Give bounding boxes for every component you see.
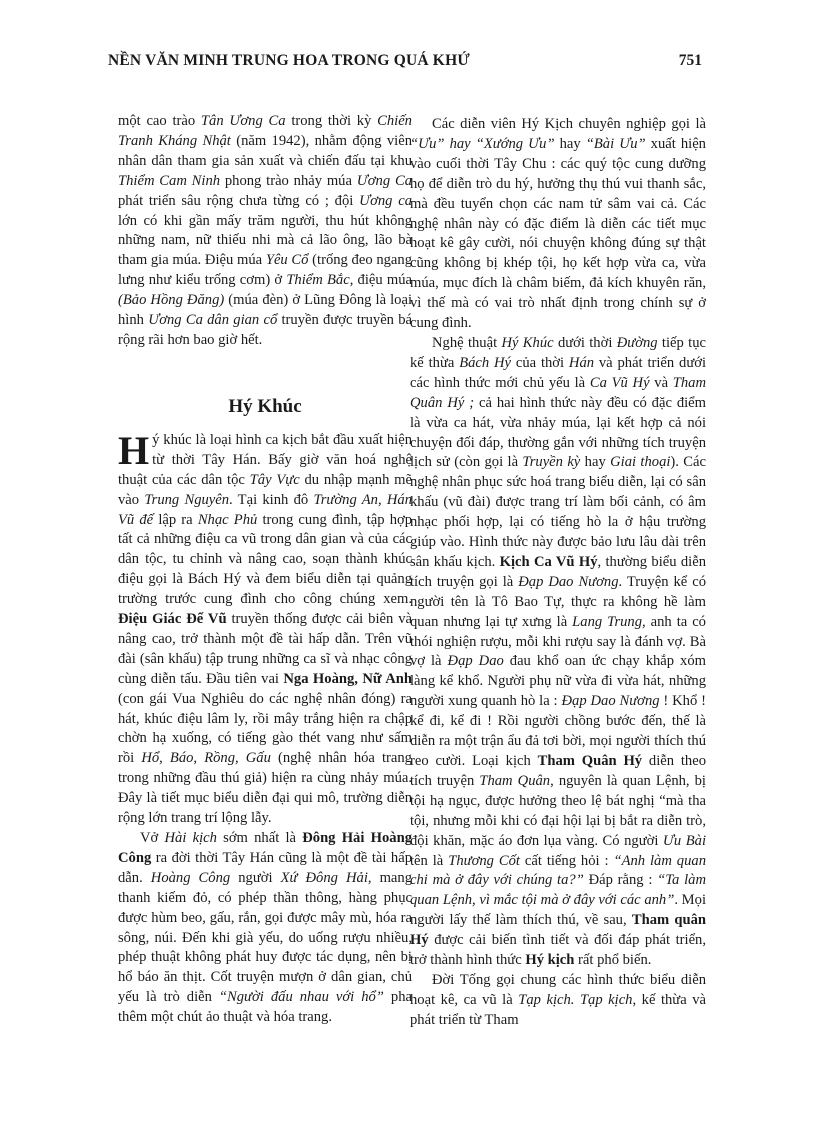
bold-term: Nga Hoàng, Nữ Anh <box>283 670 412 687</box>
italic-term: Đạp Dao Nương <box>518 573 619 590</box>
italic-term: Giai thoại <box>610 454 671 471</box>
text-run: cả hai hình thức này đều có đặc điểm là vừa ca hát, vừa nhảy múa, lại kết hợp cả nói chuyện đối đáp, thường gắn với những tích truyện lịch sử (còn gọi là <box>410 394 706 471</box>
text-run: người <box>230 869 281 886</box>
text-run: đau khổ oan ức chạy khắp xóm làng kể khổ. Người phụ nữ vừa đi vừa hát, những người xung quanh hò la : <box>410 653 707 710</box>
italic-term: Bách Hý <box>459 354 512 371</box>
text-run: lớn có khi gần mấy trăm người, thu hút không những nam, nữ thiếu nhi mà cả lão ông, lão bà tham gia múa. Điệu múa <box>118 212 412 269</box>
text-run: hay <box>580 454 611 471</box>
italic-term: Thương Cốt <box>448 852 520 869</box>
text-run: Đáp rằng : <box>583 872 658 889</box>
italic-term: “Bài Ưu” <box>585 135 646 152</box>
paragraph <box>410 971 706 1031</box>
italic-term: Hổ, Báo, Rồng, Gấu <box>141 750 271 767</box>
italic-term: Tạp kịch. Tạp kịch <box>518 991 633 1008</box>
italic-term: Tham Quân <box>479 772 551 789</box>
paragraph <box>410 115 706 334</box>
text-run: ý khúc là loại hình ca kịch bắt đầu xuất hiện từ thời Tây Hán. Bấy giờ văn hoá nghệ thuật của các dân tộc <box>118 431 412 488</box>
text-run: xuất hiện vào cuối thời Tây Chu : các quý tộc cung dưỡng họ để diễn trò du hý, hưởng thụ thú vui thanh sắc, mà đều tuyển chọn các nam tử sâm vai cả. Các nghệ nhân này có đặc điểm là diễn các tiết mục hoạt kê gây cười, nói chuyện không đúng sự thật cũng không bị khép tội, họ kết hợp vừa ca, vừa múa, mục đích là châm biếm, đả kích khuyên răn, vì thế mà có vai trò nhất định trong chính sự ở cung đình. <box>410 135 706 332</box>
text-run: của thời <box>511 354 569 371</box>
italic-term: Ca Vũ Hý <box>589 374 650 391</box>
text-run: . Tại kinh đô <box>229 491 314 508</box>
italic-term: Yêu Cổ <box>265 252 309 269</box>
text-run: , thường biểu diễn tích truyện gọi là <box>410 553 706 590</box>
text-run: , nguyên là quan Lệnh, bị tội hạ ngục, được hưởng theo lệ bát nghị “mà tha tội, nhưng mỗi khi có đại hội lại bị bắt ra diễn trò, đội khăn, mặc áo đơn lụa vàng. Có người <box>410 772 706 849</box>
text-run: cất tiếng hỏi : <box>519 852 614 869</box>
text-run: diễn theo tích truyện <box>410 753 706 789</box>
page-header <box>108 50 702 78</box>
italic-term: Hán <box>568 354 595 371</box>
italic-term: “Người đấu nhau với hổ” <box>218 989 384 1006</box>
italic-term: Đường <box>616 334 658 351</box>
text-run: lập ra <box>153 511 198 528</box>
italic-quote: “Anh làm quan chi mà ở đây với chúng ta?” <box>410 852 706 889</box>
text-run: rất phổ biến. <box>574 952 652 969</box>
text-run: (nghệ nhân hóa trang trong những đầu thú giả) hiện ra cùng nhảy múa. Đây là tiết mục biểu diễn đại qui mô, trường diễn rộng lớn trang trí lộng lẫy. <box>118 750 412 827</box>
text-run: dưới thời <box>553 334 617 351</box>
text-run: (năm 1942), nhằm động viên nhân dân tham gia sản xuất và chiến đấu tại khu <box>118 132 412 169</box>
text-run: (múa đèn) ở Lũng Đông là loại hình <box>118 292 412 329</box>
page-number: 751 <box>678 52 702 69</box>
text-run: ra đời thời Tây Hán cũng là một đề tài hấp dẫn. <box>118 849 412 886</box>
italic-term: Nhạc Phủ <box>197 511 258 528</box>
text-run: trong thời kỳ <box>285 113 378 129</box>
text-run: trong cung đình, tập hợp tất cả những điệu ca vũ trong dân gian và của các dân tộc, tu chỉnh và nâng cao, soạn thành khúc điệu gọi là Bách Hý và đem biểu diễn tại quảng trường trước cung đình cho công chúng xem. <box>118 511 413 608</box>
text-run: được cải biến tình tiết và đối đáp phát triển, trở thành hình thức <box>410 932 706 969</box>
italic-term: Đạp Dao <box>447 653 504 670</box>
paragraph <box>118 112 412 351</box>
italic-term: Hoàng Công <box>150 869 231 886</box>
text-run: tên là <box>410 852 449 869</box>
bold-term: Hý kịch <box>525 952 575 969</box>
text-run: du nhập mạnh mẽ vào <box>118 471 413 508</box>
text-run: Vở <box>140 830 165 846</box>
text-run: truyền thống được cải biên và nâng cao, trở thành một đề tài hấp dẫn. Trên vũ đài (sân khấu) tập trung những ca sĩ và nhạc công cùng diễn tấu. Đầu tiên vai <box>118 611 412 687</box>
text-run: và <box>649 374 673 391</box>
italic-term: Hý Khúc <box>501 334 554 351</box>
paragraph <box>410 334 706 971</box>
text-run: , anh ta có thói nghiện rượu, mỗi khi rượu say là đánh vợ. Bà vợ là <box>410 613 706 670</box>
italic-term: “Ưu” hay “Xướng Ưu” <box>410 135 555 152</box>
section-heading: Hý Khúc <box>228 395 302 417</box>
italic-term: Thiểm Cam Ninh <box>118 172 221 189</box>
italic-term: Tham Quân Hý ; <box>410 374 707 411</box>
text-run: phát triển sâu rộng chưa từng có ; đội <box>118 192 360 209</box>
italic-term: Ương Ca <box>356 172 412 189</box>
text-run: truyền được truyền bá rộng rãi hơn bao giờ hết. <box>118 312 413 348</box>
text-run: , kế thừa và phát triển từ Tham <box>410 991 706 1028</box>
text-run: , điệu múa <box>349 272 412 289</box>
drop-cap: H <box>118 427 150 473</box>
italic-term: Tây Vực <box>249 471 300 488</box>
italic-quote: “Ta làm quan Lệnh, vì mắc tội mà ở đây với các anh” <box>410 872 706 909</box>
italic-term: Tân Ương Ca <box>200 113 286 129</box>
paragraph <box>118 427 413 829</box>
text-run: ). Các nghệ nhân phục sức hoá trang biểu diễn, lại có sân khấu (vũ đài) được trang trí làm bối cảnh, có âm nhạc phối hợp, lại có tiếng hò la ở hậu trường giúp vào. Hình thức này được bảo lưu lâu dài trên sân khấu kịch. <box>410 454 706 570</box>
bold-term: Kịch Ca Vũ Hý <box>499 553 598 570</box>
italic-term: Trung Nguyên <box>144 491 230 508</box>
italic-term: Thiểm Bắc <box>286 272 350 289</box>
text-run: Các diễn viên Hý Kịch chuyên nghiệp gọi là <box>432 116 706 132</box>
italic-term: Trường An, Hán Vũ đế <box>118 491 413 528</box>
italic-term: Xứ Đông Hải <box>280 869 368 886</box>
text-run: . Mọi người lấy thế làm thích thú, về sau, <box>410 892 706 929</box>
text-run: một cao trào <box>118 113 201 129</box>
italic-term: Hài kịch <box>164 830 217 846</box>
text-run: sớm nhất là <box>216 830 303 846</box>
italic-term: Ương Ca dân gian cổ <box>148 312 278 329</box>
running-title: NỀN VĂN MINH TRUNG HOA TRONG QUÁ KHỨ <box>108 52 470 69</box>
text-run: , mang thanh kiếm đỏ, có phép thần thông, hàng phục được hùm beo, gấu, rắn, gọi được mây mù, hóa ra sông, núi. Đến khi già yếu, do uống rượu nhiều, phép thuật không phát huy được tác dụng, nên bị hổ báo ăn thịt. Cốt truyện mượn ở dân gian, chủ yếu là trò diễn <box>118 869 412 1006</box>
text-run: . Truyện kể có người tên là Tô Bao Tự, thực ra không hề làm quan nhưng lại tự xưng là <box>410 573 706 630</box>
text-run: tiếp tục kế thừa <box>410 334 706 371</box>
italic-term: Chiến Tranh Kháng Nhật <box>118 113 412 149</box>
text-run: Nghệ thuật <box>432 334 502 351</box>
text-run: và phát triển dưới các hình thức mới chủ yếu là <box>410 354 706 391</box>
italic-term: Ương ca <box>359 192 412 209</box>
italic-term: Truyền kỳ <box>522 454 581 471</box>
text-run: hay <box>554 135 586 152</box>
left-column <box>118 112 412 1028</box>
text-run: Đời Tống gọi chung các hình thức biểu diễn hoạt kê, ca vũ là <box>410 971 706 1008</box>
text-run: pha thêm một chút ảo thuật và hóa trang. <box>118 989 412 1026</box>
italic-term: Lang Trung <box>572 613 643 630</box>
text-run: (trống đeo ngang lưng như kiểu trống cơm) ở <box>118 252 412 289</box>
text-run: (con gái Vua Nghiêu do các nghệ nhân đóng) ra hát, khúc điệu lâm ly, rồi mây trắng hiện ra chập chờn hạ xuống, có tiếng gào thét vang như sấm rồi <box>118 690 412 767</box>
bold-term: Tham Quân Hý <box>537 753 643 769</box>
text-run: ! Khổ ! kể đi, kể đi ! Rồi người chồng bước đến, thế là diễn ra một trận ẩu đả tơi bời, mọi người thích thú reo cười. Loại kịch <box>410 693 706 769</box>
text-run: phong trào nhảy múa <box>220 172 357 189</box>
paragraph <box>118 829 412 1028</box>
bold-term: Điệu Giác Để Vũ <box>118 611 227 628</box>
italic-term: Đạp Dao Nương <box>561 693 660 710</box>
italic-term: (Bảo Hồng Đăng) <box>118 292 225 309</box>
bold-term: Đông Hải Hoàng Công <box>118 830 412 866</box>
italic-term: Ưu Bài <box>662 832 706 849</box>
right-column <box>410 115 706 1031</box>
bold-term: Tham quân Hý <box>410 912 707 949</box>
